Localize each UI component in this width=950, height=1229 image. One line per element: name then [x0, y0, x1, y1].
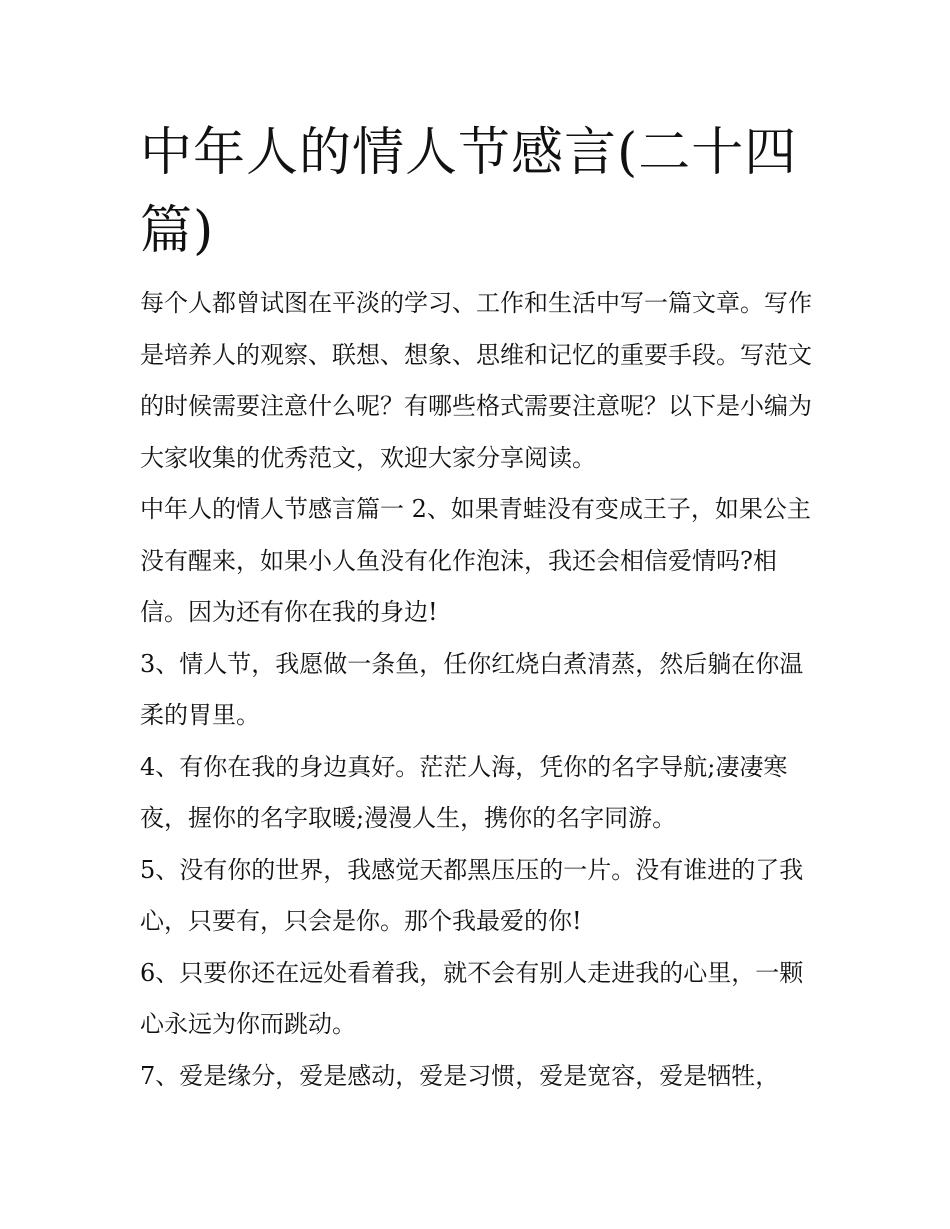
paragraph-item-5: 5、没有你的世界，我感觉天都黑压压的一片。没有谁进的了我心，只要有，只会是你。那个我最爱的你!	[140, 855, 804, 935]
paragraph-intro: 每个人都曾试图在平淡的学习、工作和生活中写一篇文章。写作是培养人的观察、联想、想象、思维和记忆的重要手段。写范文的时候需要注意什么呢？有哪些格式需要注意呢？以下是小编为大家收集的优秀范文，欢迎大家分享阅读。	[140, 289, 812, 472]
document-title: 中年人的情人节感言(二十四篇)	[140, 123, 798, 261]
paragraph-item-6: 6、只要你还在远处看着我，就不会有别人走进我的心里，一颗心永远为你而跳动。	[140, 958, 804, 1038]
document-body	[140, 278, 820, 1102]
paragraph-item-4: 4、有你在我的身边真好。茫茫人海，凭你的名字导航;凄凄寒夜，握你的名字取暖;漫漫人生，携你的名字同游。	[140, 752, 788, 832]
paragraph-item-3: 3、情人节，我愿做一条鱼，任你红烧白煮清蒸，然后躺在你温柔的胃里。	[140, 649, 804, 729]
paragraph-section-one: 中年人的情人节感言篇一 2、如果青蛙没有变成王子，如果公主没有醒来，如果小人鱼没有化作泡沫，我还会相信爱情吗?相信。因为还有你在我的身边!	[140, 495, 811, 626]
paragraph-item-7: 7、爱是缘分，爱是感动，爱是习惯，爱是宽容，爱是牺牲，	[140, 1061, 780, 1090]
